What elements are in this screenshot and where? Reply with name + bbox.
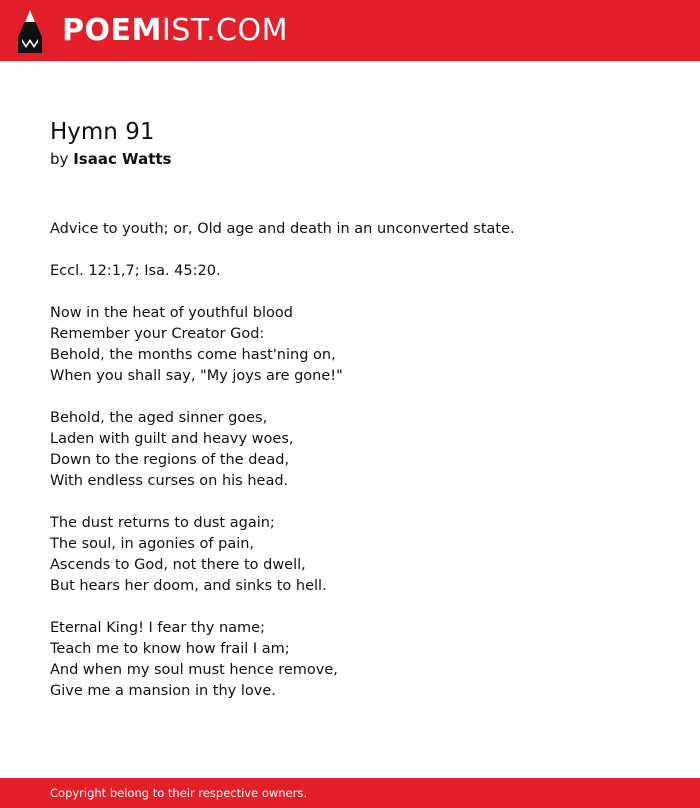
poem-stanza-intro — [50, 219, 670, 240]
poem-stanza — [50, 408, 670, 492]
poem-heading — [50, 116, 650, 170]
poem-line: Give me a mansion in thy love. — [50, 683, 276, 699]
poem-line: Remember your Creator God: — [50, 326, 265, 342]
logo-bold-text: POEM — [62, 13, 162, 48]
poem-title: Hymn 91 — [50, 119, 155, 145]
poem-line: Eternal King! I fear thy name; — [50, 620, 265, 636]
site-logo-text — [62, 13, 288, 48]
poem-stanza — [50, 513, 670, 597]
poem-line: Behold, the aged sinner goes, — [50, 410, 268, 426]
poem-body — [50, 219, 670, 723]
poem-line: The soul, in agonies of pain, — [50, 536, 255, 552]
logo-light-text: IST.COM — [161, 13, 288, 48]
poem-byline — [50, 148, 650, 170]
poem-line: The dust returns to dust again; — [50, 515, 275, 531]
copyright-text: Copyright belong to their respective owners. — [50, 786, 308, 800]
poem-stanza — [50, 303, 670, 387]
poem-line: Down to the regions of the dead, — [50, 452, 290, 468]
poem-line: Laden with guilt and heavy woes, — [50, 431, 294, 447]
poem-line: But hears her doom, and sinks to hell. — [50, 578, 327, 594]
pencil-logo-icon — [16, 9, 44, 53]
by-label: by — [50, 150, 69, 168]
poem-line: Eccl. 12:1,7; Isa. 45:20. — [50, 263, 221, 279]
poem-line: Behold, the months come hast'ning on, — [50, 347, 336, 363]
poem-line: Advice to youth; or, Old age and death in an unconverted state. — [50, 221, 515, 237]
site-footer — [0, 778, 700, 808]
poem-line: Ascends to God, not there to dwell, — [50, 557, 306, 573]
poem-line: And when my soul must hence remove, — [50, 662, 338, 678]
poem-line: Now in the heat of youthful blood — [50, 305, 293, 321]
site-logo-link[interactable] — [16, 8, 288, 54]
poem-line: With endless curses on his head. — [50, 473, 289, 489]
poem-line: Teach me to know how frail I am; — [50, 641, 290, 657]
poem-stanza — [50, 618, 670, 702]
site-header — [0, 0, 700, 61]
poem-line: When you shall say, "My joys are gone!" — [50, 368, 343, 384]
poem-author: Isaac Watts — [73, 150, 172, 168]
poem-stanza-reference — [50, 261, 670, 282]
